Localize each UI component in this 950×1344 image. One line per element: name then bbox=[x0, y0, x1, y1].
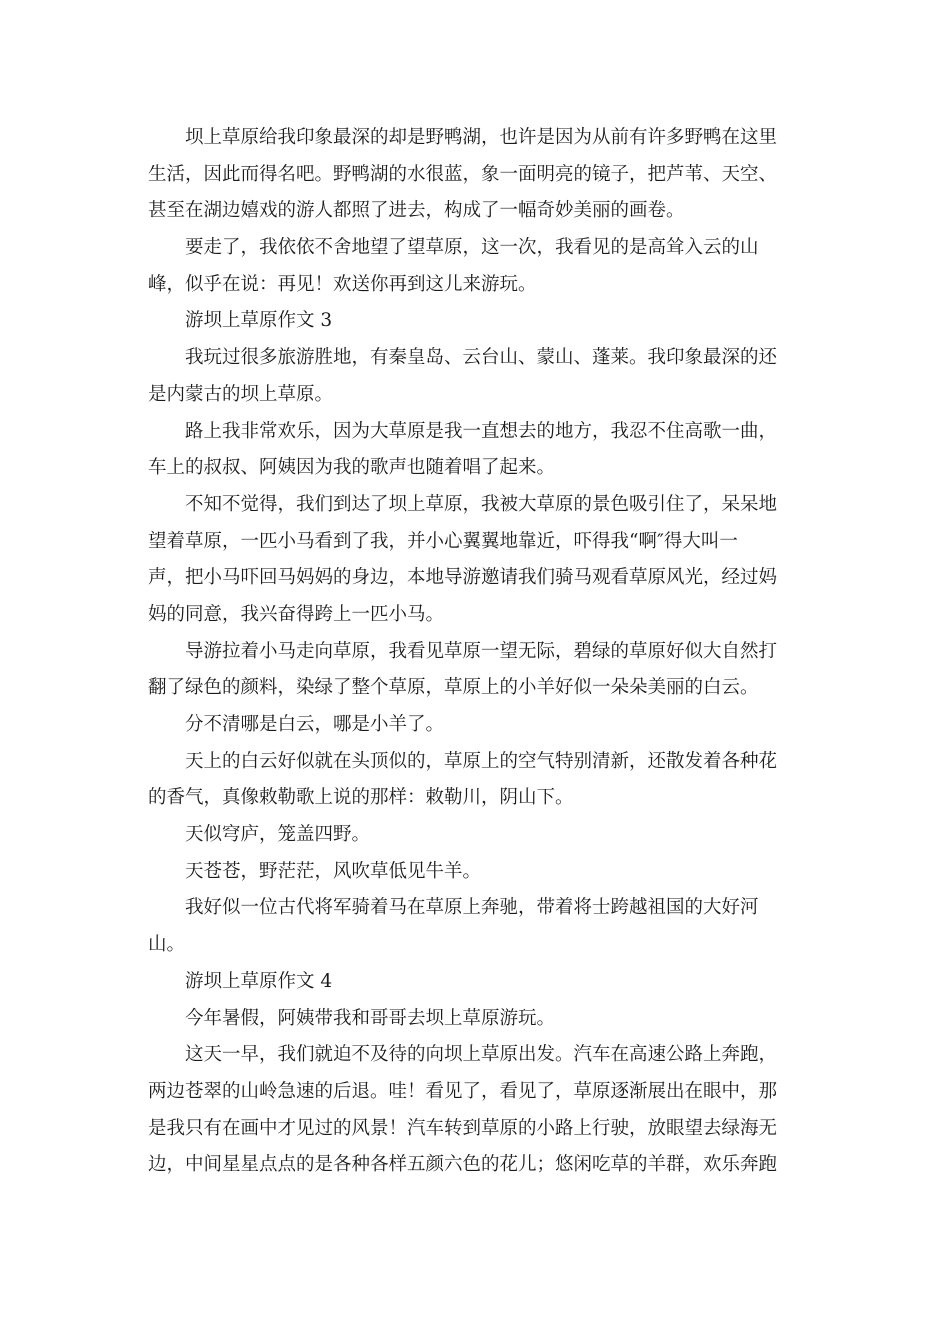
text-line: 声，把小马吓回马妈妈的身边，本地导游邀请我们骑马观看草原风光，经过妈 bbox=[148, 567, 778, 589]
text-line: 游坝上草原作文 4 bbox=[185, 970, 333, 992]
text-line: 车上的叔叔、阿姨因为我的歌声也随着唱了起来。 bbox=[148, 457, 556, 479]
text-line: 是我只有在画中才见过的风景！汽车转到草原的小路上行驶，放眼望去绿海无 bbox=[148, 1117, 778, 1139]
text-line: 生活，因此而得名吧。野鸭湖的水很蓝，象一面明亮的镜子，把芦苇、天空、 bbox=[148, 163, 778, 185]
text-line: 是内蒙古的坝上草原。 bbox=[148, 383, 334, 405]
text-line: 不知不觉得，我们到达了坝上草原，我被大草原的景色吸引住了，呆呆地 bbox=[185, 493, 778, 515]
text-line: 甚至在湖边嬉戏的游人都照了进去，构成了一幅奇妙美丽的画卷。 bbox=[148, 200, 685, 222]
text-line: 这天一早，我们就迫不及待的向坝上草原出发。汽车在高速公路上奔跑， bbox=[185, 1044, 778, 1066]
text-line: 峰，似乎在说：再见！欢送你再到这儿来游玩。 bbox=[148, 273, 537, 295]
text-line: 望着草原，一匹小马看到了我，并小心翼翼地靠近，吓得我“啊″得大叫一 bbox=[148, 530, 738, 552]
text-line: 的香气，真像敕勒歌上说的那样：敕勒川，阴山下。 bbox=[148, 787, 574, 809]
text-line: 山。 bbox=[148, 934, 186, 956]
text-line: 游坝上草原作文 3 bbox=[185, 310, 333, 332]
text-line: 天似穹庐，笼盖四野。 bbox=[185, 824, 371, 846]
text-line: 分不清哪是白云，哪是小羊了。 bbox=[185, 714, 445, 735]
text-line: 我好似一位古代将军骑着马在草原上奔驰，带着将士跨越祖国的大好河 bbox=[185, 897, 759, 919]
text-line: 两边苍翠的山岭急速的后退。哇！看见了，看见了，草原逐渐展出在眼中，那 bbox=[148, 1080, 778, 1102]
text-line: 路上我非常欢乐，因为大草原是我一直想去的地方，我忍不住高歌一曲， bbox=[185, 420, 778, 442]
text-line: 天苍苍，野茫茫，风吹草低见牛羊。 bbox=[185, 860, 482, 882]
text-line: 要走了，我依依不舍地望了望草原，这一次，我看见的是高耸入云的山 bbox=[185, 237, 759, 259]
text-line: 翻了绿色的颜料，染绿了整个草原，草原上的小羊好似一朵朵美丽的白云。 bbox=[148, 677, 759, 699]
text-line: 天上的白云好似就在头顶似的，草原上的空气特别清新，还散发着各种花 bbox=[185, 750, 778, 772]
text-line: 妈的同意，我兴奋得跨上一匹小马。 bbox=[148, 603, 445, 625]
text-line: 我玩过很多旅游胜地，有秦皇岛、云台山、蒙山、蓬莱。我印象最深的还 bbox=[185, 347, 778, 369]
essay-body bbox=[148, 120, 802, 1184]
text-line: 今年暑假，阿姨带我和哥哥去坝上草原游玩。 bbox=[185, 1007, 556, 1029]
text-line: 导游拉着小马走向草原，我看见草原一望无际，碧绿的草原好似大自然打 bbox=[185, 640, 778, 662]
text-line: 坝上草原给我印象最深的却是野鸭湖，也许是因为从前有许多野鸭在这里 bbox=[185, 127, 778, 148]
text-line: 边，中间星星点点的是各种各样五颜六色的花儿；悠闲吃草的羊群，欢乐奔跑 bbox=[148, 1154, 778, 1176]
